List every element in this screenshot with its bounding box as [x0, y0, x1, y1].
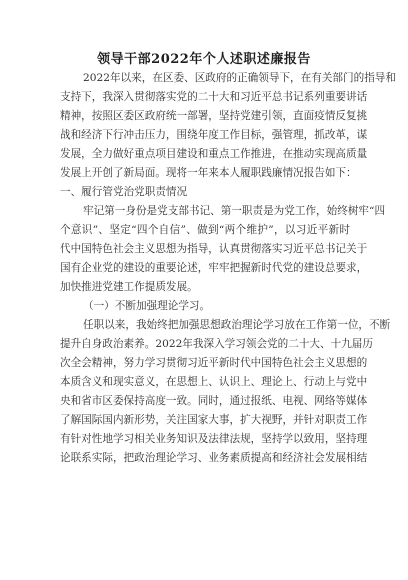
paragraph-line: 央和省市区委保持高度一致。同时，通过报纸、电视、网络等媒体 — [60, 395, 368, 407]
subsection-heading: （一）不断加强理论学习。 — [83, 300, 211, 312]
paragraph-line: 有针对性地学习相关业务知识及法律法规，坚持学以致用，坚持理 — [60, 433, 368, 445]
paragraph-line: 任职以来，我始终把加强思想政治理论学习放在工作第一位，不断 — [83, 319, 391, 331]
paragraph-line: 本质含义和现实意义，在思想上、认识上、理论上、行动上与党中 — [60, 376, 368, 388]
paragraph-line: 支持下，我深入贯彻落实党的二十大和习近平总书记系列重要讲话 — [60, 91, 368, 103]
paragraph-line: 发展上开创了新局面。现将一年来本人履职践廉情况报告如下： — [60, 167, 357, 179]
paragraph-line: 战和经济下行冲击压力，围绕年度工作目标，强管理，抓改革，谋 — [60, 129, 368, 141]
section-heading: 一、履行管党治党职责情况 — [60, 186, 188, 198]
paragraph-line: 国有企业党的建设的重要论述，牢牢把握新时代党的建设总要求， — [60, 262, 368, 274]
paragraph-line: 加快推进党建工作提质发展。 — [60, 281, 198, 293]
paragraph-line: 牢记第一身份是党支部书记、第一职责是为党工作，始终树牢“四 — [83, 205, 386, 217]
paragraph-line: 2022年以来，在区委、区政府的正确领导下，在有关部门的指导和 — [83, 72, 396, 84]
document-title: 领导干部2022年个人述职述廉报告 — [97, 52, 311, 67]
paragraph-line: 个意识”、坚定“四个自信”、做到“两个维护”，以习近平新时 — [60, 224, 350, 236]
paragraph-line: 发展，全力做好重点项目建设和重点工作推进，在推动实现高质量 — [60, 148, 368, 160]
paragraph-line: 论联系实际，把政治理论学习、业务素质提高和经济社会发展相结 — [60, 452, 368, 464]
paragraph-line: 了解国际国内新形势，关注国家大事，扩大视野，并针对职责工作 — [60, 414, 368, 426]
paragraph-line: 次全会精神，努力学习贯彻习近平新时代中国特色社会主义思想的 — [60, 357, 368, 369]
paragraph-line: 提升自身政治素养。2022年我深入学习领会党的二十大、十九届历 — [60, 338, 373, 350]
paragraph-line: 精神，按照区委区政府统一部署，坚持党建引领，直面疫情反复挑 — [60, 110, 368, 122]
paragraph-line: 代中国特色社会主义思想为指导，认真贯彻落实习近平总书记关于 — [60, 243, 368, 255]
